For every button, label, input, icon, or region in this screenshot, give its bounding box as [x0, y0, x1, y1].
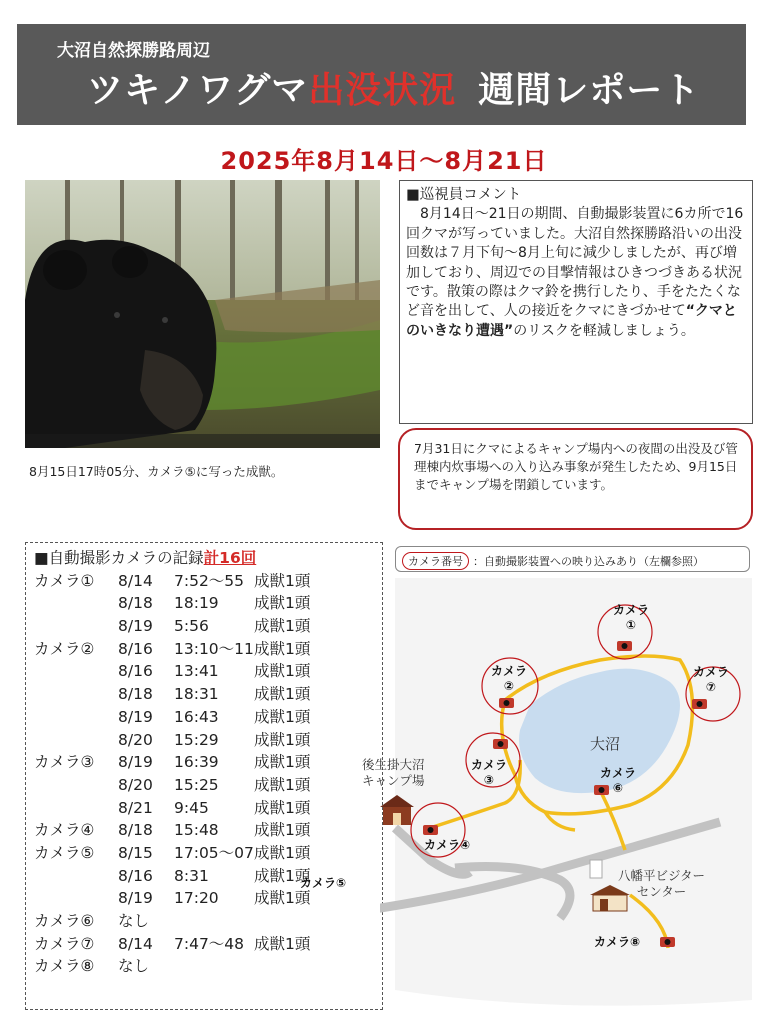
- record-time: 16:43: [174, 707, 219, 726]
- record-animal: 成獣1頭: [254, 934, 311, 953]
- record-animal: 成獣1頭: [254, 662, 311, 681]
- record-date: 8/19: [118, 617, 153, 636]
- camera-name: カメラ⑦: [34, 934, 95, 953]
- record-date: 8/20: [118, 775, 153, 794]
- record-animal: 成獣1頭: [254, 639, 311, 658]
- record-animal: 成獣1頭: [254, 843, 311, 862]
- record-time: 17:20: [174, 889, 219, 908]
- record-date: 8/14: [118, 934, 153, 953]
- record-animal: 成獣1頭: [254, 617, 311, 636]
- record-date: 8/18: [118, 685, 153, 704]
- record-time: 13:10～11: [174, 639, 254, 658]
- record-row: [34, 615, 382, 638]
- record-animal: 成獣1頭: [254, 730, 311, 749]
- visitor-center-label: 八幡平ビジター センター: [618, 868, 706, 900]
- record-row: [34, 683, 382, 706]
- record-time: 9:45: [174, 798, 209, 817]
- record-animal: 成獣1頭: [254, 889, 311, 908]
- header-title: [87, 62, 700, 113]
- record-row: [34, 570, 382, 593]
- record-time: 16:39: [174, 753, 219, 772]
- photo-caption: 8月15日17時05分、カメラ⑤に写った成獣。: [29, 464, 284, 479]
- header-subtitle: 大沼自然探勝路周辺: [57, 41, 210, 61]
- record-time: 13:41: [174, 662, 219, 681]
- record-row: [34, 660, 382, 683]
- comment-text: 8月14日～21日の期間、自動撮影装置に6カ所で16回クマが写っていました。大沼自然探勝路沿いの出没回数は７月下旬～8月上旬に減少しましたが、再び増加しており、周辺での目撃情報はひきつづきある状況です。散策の際はクマ鈴を携行したり、手をたたくなど音を出して、人の接近をクマにきづかせて“クマとのいきなり遭遇”のリスクを軽減しましょう。: [406, 206, 744, 339]
- camera-2-label: カメラ ②: [491, 664, 528, 693]
- legend-tag: カメラ番号: [402, 552, 469, 570]
- camp-closure-notice: 7月31日にクマによるキャンプ場内への夜間の出没及び管理棟内炊事場への入り込み事象が発生したため、9月15日までキャンプ場を閉鎖しています。: [398, 428, 753, 530]
- record-row: [34, 797, 382, 820]
- record-row: [34, 706, 382, 729]
- record-time: 15:29: [174, 730, 219, 749]
- record-animal: 成獣1頭: [254, 866, 311, 885]
- header-banner: [17, 24, 746, 125]
- records-total: 計16回: [203, 549, 257, 567]
- record-row: [34, 638, 382, 661]
- camera-7-label: カメラ ⑦: [693, 665, 730, 694]
- campsite-label: 後生掛大沼 キャンプ場: [362, 757, 425, 789]
- record-date: 8/19: [118, 753, 153, 772]
- record-time: 18:19: [174, 594, 219, 613]
- record-time: 18:31: [174, 685, 219, 704]
- camera-8-label: カメラ⑧: [594, 935, 641, 949]
- record-date: なし: [118, 912, 150, 931]
- record-animal: 成獣1頭: [254, 798, 311, 817]
- title-part-3: 週間レポート: [478, 70, 701, 111]
- comment-emphasis: “クマとのいきなり遭遇”: [406, 303, 737, 339]
- record-row: [34, 729, 382, 752]
- record-animal: 成獣1頭: [254, 707, 311, 726]
- road-markers: [590, 860, 602, 878]
- record-time: 15:48: [174, 821, 219, 840]
- record-animal: 成獣1頭: [254, 775, 311, 794]
- record-row: [34, 592, 382, 615]
- trail-map: [380, 540, 755, 1020]
- record-animal: 成獣1頭: [254, 571, 311, 590]
- record-date: 8/21: [118, 798, 153, 817]
- camera-name: カメラ①: [34, 571, 95, 590]
- records-title: ■自動撮影カメラの記録計16回: [34, 549, 257, 567]
- record-row: [34, 910, 382, 933]
- record-time: 8:31: [174, 866, 209, 885]
- camera-name: カメラ④: [34, 821, 95, 840]
- record-row: [34, 751, 382, 774]
- report-period: 2025年8月14日～8月21日: [220, 147, 548, 175]
- camera-name: カメラ⑧: [34, 957, 95, 976]
- legend-text: ：自動撮影装置への映り込みあり（左欄参照）: [473, 555, 704, 568]
- record-row: [34, 955, 382, 978]
- title-part-1: ツキノワグマ: [87, 70, 309, 111]
- record-time: 5:56: [174, 617, 209, 636]
- record-date: 8/19: [118, 889, 153, 908]
- record-date: 8/20: [118, 730, 153, 749]
- record-animal: 成獣1頭: [254, 594, 311, 613]
- camera-name: カメラ③: [34, 753, 95, 772]
- camera-name: カメラ⑤: [34, 843, 95, 862]
- record-row: [34, 842, 382, 865]
- record-date: 8/14: [118, 571, 153, 590]
- camera-3-label: カメラ ③: [471, 758, 508, 787]
- record-animal: 成獣1頭: [254, 753, 311, 772]
- record-date: 8/19: [118, 707, 153, 726]
- record-row: [34, 774, 382, 797]
- camera-records-box: [25, 542, 383, 1010]
- record-time: 7:52～55: [174, 571, 245, 590]
- records-list: [34, 570, 382, 978]
- record-time: 15:25: [174, 775, 219, 794]
- record-date: 8/16: [118, 866, 153, 885]
- record-time: 7:47～48: [174, 934, 245, 953]
- record-date: 8/16: [118, 662, 153, 681]
- record-date: 8/16: [118, 639, 153, 658]
- camera-6-label: カメラ ⑥: [600, 766, 637, 795]
- camera-1-label: カメラ ①: [613, 603, 650, 632]
- bear-photo: [25, 180, 380, 448]
- record-date: 8/15: [118, 843, 153, 862]
- lake-label: 大沼: [590, 735, 621, 753]
- comment-title: ■巡視員コメント: [406, 187, 522, 203]
- camera-5-label: カメラ⑤: [300, 876, 347, 890]
- record-date: 8/18: [118, 821, 153, 840]
- record-date: なし: [118, 957, 150, 976]
- title-part-2: 出没状況: [308, 70, 457, 111]
- camera-name: カメラ②: [34, 639, 95, 658]
- record-animal: 成獣1頭: [254, 821, 311, 840]
- record-row: [34, 819, 382, 842]
- record-row: [34, 933, 382, 956]
- record-animal: 成獣1頭: [254, 685, 311, 704]
- patrol-comment-box: [399, 180, 753, 424]
- record-time: 17:05～07: [174, 843, 254, 862]
- camera-4-label: カメラ④: [424, 838, 471, 852]
- camera-name: カメラ⑥: [34, 912, 95, 931]
- record-date: 8/18: [118, 594, 153, 613]
